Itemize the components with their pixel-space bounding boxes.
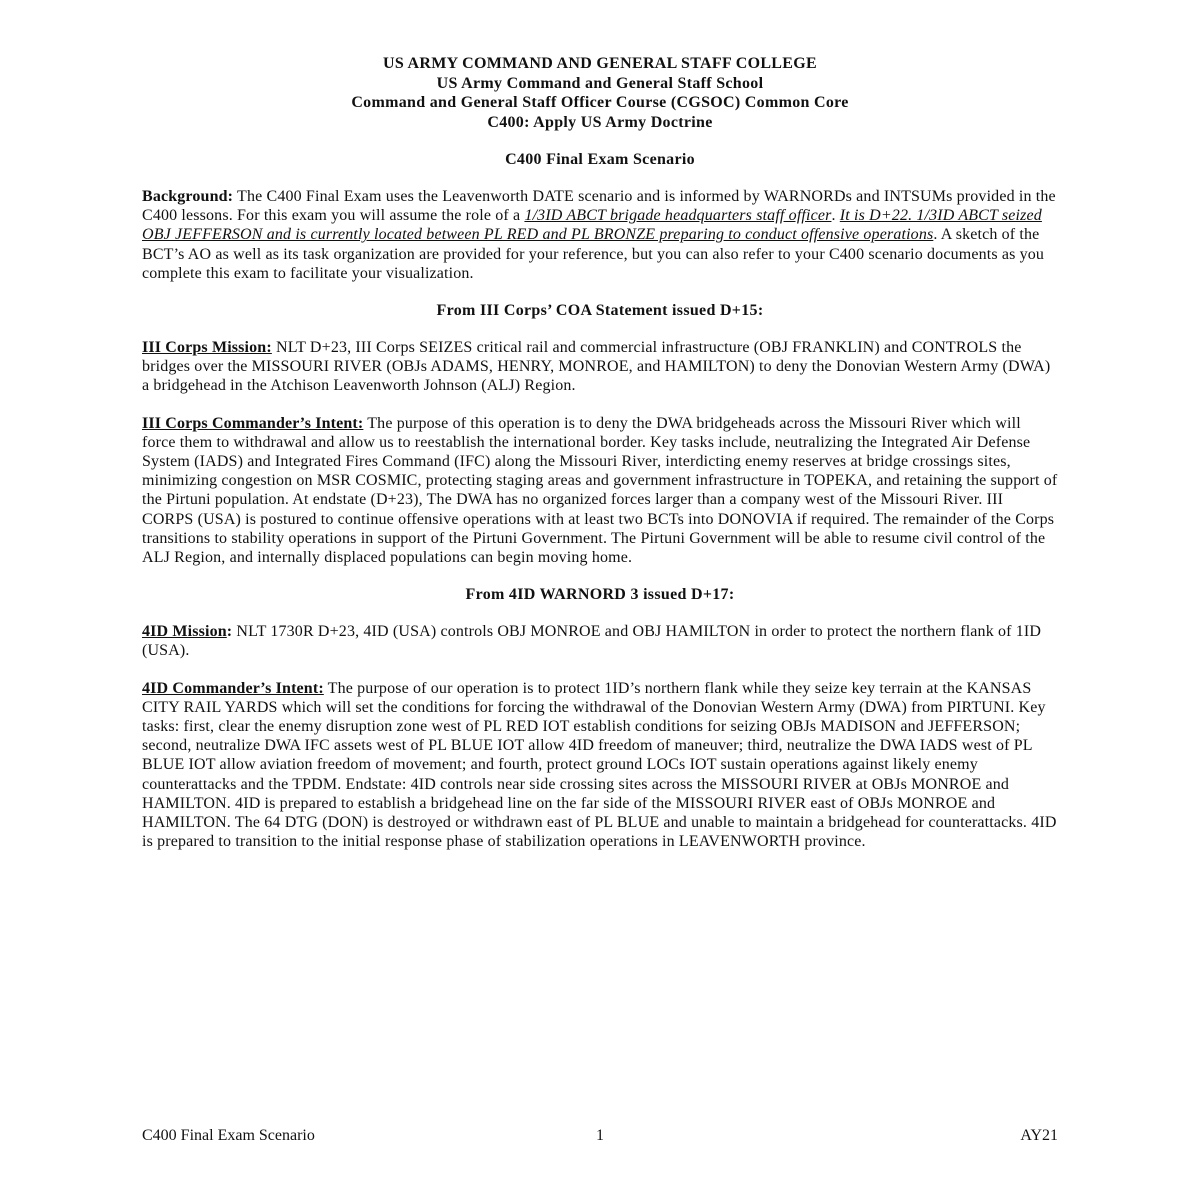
corps-intent-label: III Corps Commander’s Intent:	[142, 414, 364, 432]
corps-mission-label: III Corps Mission:	[142, 339, 272, 357]
document-page	[142, 54, 1058, 851]
division-mission-paragraph	[142, 622, 1058, 660]
background-closing: . A sketch of the BCT’s AO as well as its task organization are provided for your reference, but you can also refer to your C400 scenario documents as you complete this exam to facilitate your visualization.	[142, 226, 1045, 282]
background-text: The C400 Final Exam uses the Leavenworth DATE scenario and is informed by WARNORDs and INTSUMs provided in the C400 lessons. For this exam you will assume the role of a	[142, 188, 1056, 225]
corps-mission-paragraph	[142, 338, 1058, 396]
section-corps-title: From III Corps’ COA Statement issued D+15:	[436, 302, 764, 320]
division-intent-paragraph	[142, 679, 1058, 852]
division-intent-text: The purpose of our operation is to protect 1ID’s northern flank while they seize key terrain at the KANSAS CITY RAIL YARDS which will set the conditions for forcing the withdrawal of the Donovian Western Army (DWA) from PIRTUNI. Key tasks: first, clear the enemy disruption zone west of PL RED IOT establish conditions for seizing OBJs MADISON and JEFFERSON; second, neutralize DWA IFC assets west of PL BLUE IOT allow 4ID freedom of maneuver; third, neutralize the DWA IADS west of PL BLUE IOT allow aviation freedom of movement; and fourth, protect ground LOCs IOT sustain operations against likely enemy counterattacks and the TPDM. Endstate: 4ID controls near side crossing sites across the MISSOURI RIVER at OBJs MONROE and HAMILTON. 4ID is prepared to establish a bridgehead line on the far side of the MISSOURI RIVER east of OBJs MONROE and HAMILTON. The 64 DTG (DON) is destroyed or withdrawn east of PL BLUE and unable to maintain a bridgehead for counterattacks. 4ID is prepared to transition to the initial response phase of stabilization operations in LEAVENWORTH province.	[142, 679, 1057, 851]
division-mission-colon: :	[226, 623, 233, 641]
corps-intent-paragraph	[142, 414, 1058, 568]
header-school: US Army Command and General Staff School	[436, 74, 764, 92]
background-situation: It is D+22. 1/3ID ABCT seized OBJ JEFFERSON and is currently located between PL RED and PL BRONZE preparing to conduct offensive operations	[142, 207, 1042, 244]
background-sep: .	[831, 207, 840, 225]
background-role: 1/3ID ABCT brigade headquarters staff officer	[524, 207, 832, 225]
division-mission-label: 4ID Mission	[142, 623, 227, 641]
background-paragraph	[142, 187, 1058, 283]
header-college: US ARMY COMMAND AND GENERAL STAFF COLLEGE	[383, 55, 817, 72]
footer-doc-name: C400 Final Exam Scenario	[142, 1127, 315, 1144]
corps-intent-text: The purpose of this operation is to deny the DWA bridgeheads across the Missouri River which will force them to withdrawal and allow us to reestablish the international border. Key tasks include, neutralizing the Integrated Air Defense System (IADS) and Integrated Fires Command (IFC) along the Missouri River, interdicting enemy reserves at bridge crossings sites, minimizing congestion on MSR COSMIC, protecting staging areas and government infrastructure in TOPEKA, and retaining the support of the Pirtuni population. At endstate (D+23), The DWA has no organized forces larger than a company west of the Missouri River. III CORPS (USA) is postured to continue offensive operations with at least two BCTs into DONOVIA if required. The remainder of the Corps transitions to stability operations in support of the Pirtuni Government. The Pirtuni Government will be able to resume civil control of the ALJ Region, and internally displaced populations can begin moving home.	[142, 414, 1058, 567]
corps-mission-text: NLT D+23, III Corps SEIZES critical rail and commercial infrastructure (OBJ FRANKLIN) and CONTROLS the bridges over the MISSOURI RIVER (OBJs ADAMS, HENRY, MONROE, and HAMILTON) to deny the Donovian Western Army (DWA) a bridgehead in the Atchison Leavenworth Johnson (ALJ) Region.	[142, 339, 1051, 395]
background-label: Background:	[142, 188, 234, 205]
division-mission-text: NLT 1730R D+23, 4ID (USA) controls OBJ MONROE and OBJ HAMILTON in order to protect the northern flank of 1ID (USA).	[142, 623, 1042, 660]
document-header	[142, 54, 1058, 132]
header-course: Command and General Staff Officer Course (CGSOC) Common Core	[351, 94, 849, 111]
footer-page-number: 1	[596, 1127, 604, 1144]
section-division-title: From 4ID WARNORD 3 issued D+17:	[465, 586, 735, 604]
division-intent-label: 4ID Commander’s Intent:	[142, 679, 324, 697]
header-lesson: C400: Apply US Army Doctrine	[487, 113, 713, 131]
document-title: C400 Final Exam Scenario	[505, 151, 695, 168]
footer-academic-year: AY21	[1020, 1127, 1058, 1144]
